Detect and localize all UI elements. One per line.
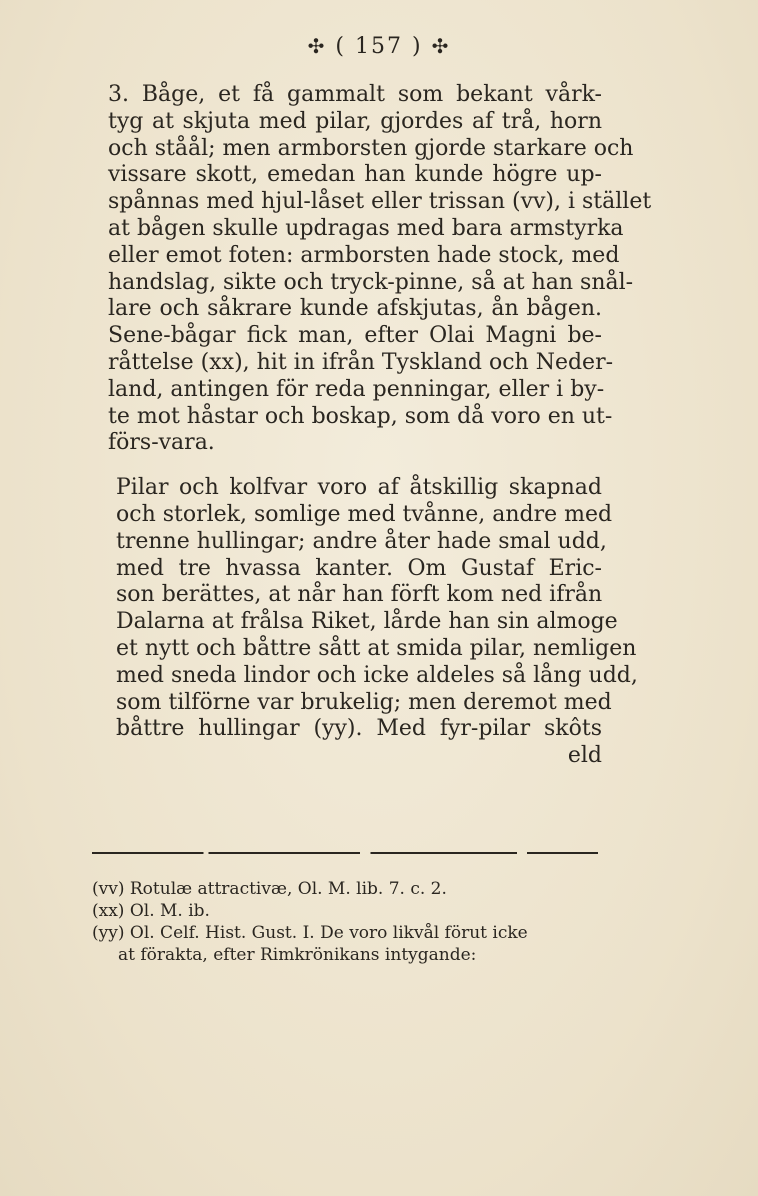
- main-text: [84, 82, 652, 770]
- text-line: och ståål; men armborsten gjorde starkare och: [108, 135, 634, 161]
- text-line: at bågen skulle updragas med bara armstyrka: [108, 215, 624, 241]
- page-number: ( 157 ): [335, 34, 423, 59]
- footnote-yy-continuation: at förakta, efter Rimkrönikans intygande:: [118, 945, 477, 965]
- text-line: med tre hvassa kanter. Om Gustaf Eric-: [116, 555, 602, 581]
- text-line: tyg at skjuta med pilar, gjordes af trå, horn: [108, 108, 602, 134]
- right-ornament-icon: ✣: [431, 34, 451, 58]
- text-line: eller emot foten: armborsten hade stock, med: [108, 242, 620, 268]
- paragraph-1: [84, 82, 652, 457]
- text-line: 3. Båge, et få gammalt som bekant vårk-: [108, 82, 602, 107]
- footnote-rule: [92, 852, 598, 854]
- footnote-yy: (yy) Ol. Celf. Hist. Gust. I. De voro likvål förut icke: [92, 923, 528, 943]
- footnotes: [92, 878, 612, 966]
- text-line: son berättes, at når han förft kom ned ifrån: [116, 582, 603, 608]
- page-header: [0, 34, 758, 59]
- text-line: råttelse (xx), hit in ifrån Tyskland och Neder-: [108, 349, 614, 375]
- paragraph-2: [84, 475, 638, 770]
- text-line: handslag, sikte och tryck-pinne, så at han snål-: [108, 269, 634, 295]
- footnote-vv: (vv) Rotulæ attractivæ, Ol. M. lib. 7. c. 2.: [92, 879, 447, 899]
- text-line: Sene-bågar fick man, efter Olai Magni be-: [108, 323, 602, 349]
- text-line: land, antingen för reda penningar, eller i by-: [108, 376, 605, 402]
- text-line: spånnas med hjul-låset eller trissan (vv), i stället: [108, 189, 652, 215]
- text-line: vissare skott, emedan han kunde högre up-: [108, 162, 602, 188]
- text-line: och storlek, somlige med tvånne, andre med: [116, 501, 613, 527]
- text-line: Pilar och kolfvar voro af åtskillig skapnad: [116, 475, 602, 501]
- text-line: med sneda lindor och icke aldeles så lång udd,: [116, 662, 638, 688]
- left-ornament-icon: ✣: [307, 34, 327, 58]
- text-line: förs-vara.: [108, 430, 215, 456]
- text-line: som tilförne var brukelig; men deremot med: [116, 689, 612, 715]
- text-line: te mot håstar och boskap, som då voro en ut-: [108, 403, 613, 429]
- footnote-xx: (xx) Ol. M. ib.: [92, 901, 210, 921]
- text-line: et nytt och båttre sått at smida pilar, nemligen: [116, 635, 637, 661]
- catchword: eld: [567, 743, 602, 769]
- text-line: trenne hullingar; andre åter hade smal udd,: [116, 528, 607, 554]
- text-line: lare och såkrare kunde afskjutas, ån bågen.: [108, 296, 602, 322]
- text-line: båttre hullingar (yy). Med fyr-pilar skôts: [116, 716, 602, 742]
- text-line: Dalarna at frålsa Riket, lårde han sin almoge: [116, 609, 618, 635]
